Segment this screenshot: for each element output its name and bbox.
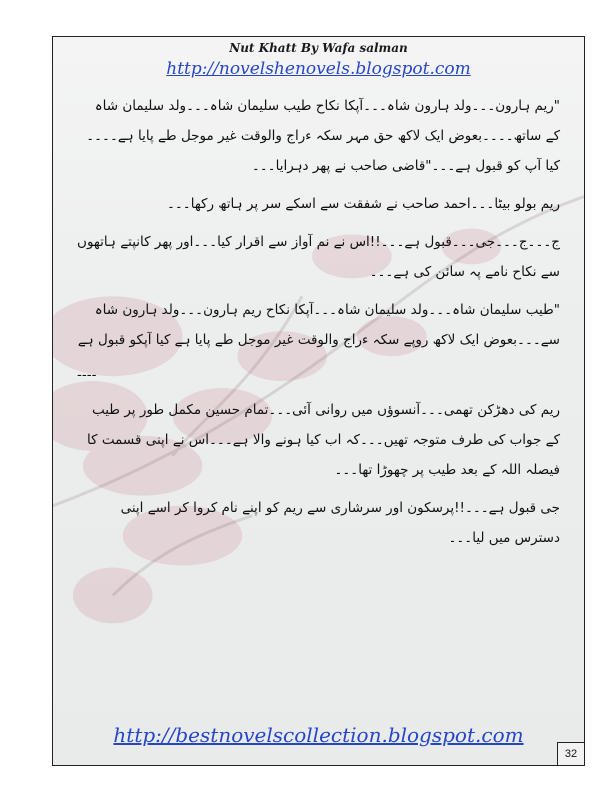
page-number: 32: [557, 742, 584, 765]
paragraph-3: ج۔۔۔ج۔۔۔جی۔۔۔قبول ہے۔۔۔!!اس نے نم آواز سے اقرار کیا۔۔۔اور پھر کانپتے ہاتھوں سے نکاح نامے پہ سائن کی ہے۔۔۔: [77, 234, 560, 280]
paragraph-5: ریم کی دھڑکن تھمی۔۔۔آنسوؤں میں روانی آئی۔۔۔تمام حسین مکمل طور پر طیب کے جواب کی طرف متوجہ تھیں۔۔۔کہ اب کیا ہونے والا ہے۔۔۔اس نے اپنی قسمت کا فیصلہ اللہ کے بعد طیب پر چھوڑا تھا۔۔۔: [87, 402, 560, 478]
footer-blog-link[interactable]: http://bestnovelscollection.blogspot.com: [113, 723, 524, 747]
paragraph-2: ریم بولو بیٹا۔۔۔احمد صاحب نے شفقت سے اسکے سر پر ہاتھ رکھا۔۔۔: [166, 196, 560, 212]
header-title: Nut Khatt By Wafa salman: [229, 41, 408, 55]
page-frame: [52, 36, 585, 766]
novel-text: [77, 91, 560, 561]
paragraph-6: جی قبول ہے۔۔۔!!پرسکون اور سرشاری سے ریم کو اپنے نام کروا کر اسے اپنی دسترس میں لیا۔۔۔: [120, 500, 560, 546]
dash-separator: ----: [77, 367, 97, 383]
header-blog-link[interactable]: http://novelshenovels.blogspot.com: [166, 59, 471, 79]
paragraph-4: "طیب سلیمان شاہ۔۔۔ولد سلیمان شاہ۔۔۔آپکا نکاح ریم ہارون۔۔۔ولد ہارون شاہ سے۔۔۔بعوض ایک لاکھ روپے سکہ ءراج والوقت غیر موجل طے پایا ہے کیا آپکو قبول ہے: [77, 302, 560, 348]
paragraph-1: "ریم ہارون۔۔۔ولد ہارون شاہ۔۔۔آپکا نکاح طیب سلیمان شاہ۔۔۔ولد سلیمان شاہ کے ساتھ۔۔۔۔بعوض ایک لاکھ حق مہر سکہ ءراج والوقت غیر موجل طے پایا ہے۔۔۔۔کیا آپ کو قبول ہے۔۔۔"قاضی صاحب نے پھر دہرایا۔۔۔: [86, 98, 560, 174]
